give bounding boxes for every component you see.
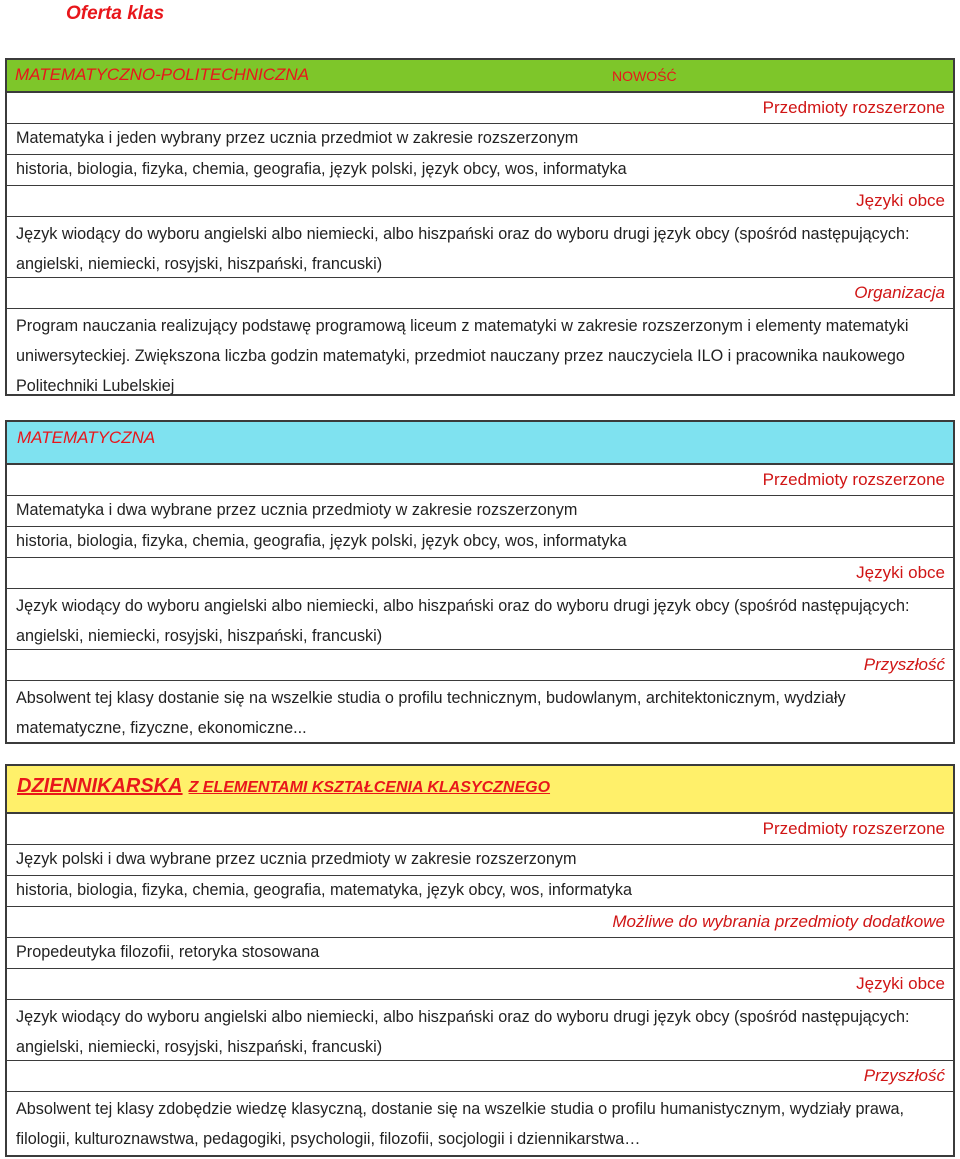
section-label: Przyszłość <box>863 655 945 674</box>
section-text: historia, biologia, fizyka, chemia, geografia, język polski, język obcy, wos, informatyka <box>16 532 627 550</box>
section-label-row <box>7 558 953 589</box>
class-name-sub: Z ELEMENTAMI KSZTAŁCENIA KLASYCZNEGO <box>188 779 551 796</box>
section-label: Przedmioty rozszerzone <box>762 819 945 838</box>
section-paragraph: Język wiodący do wyboru angielski albo niemiecki, albo hiszpański oraz do wyboru drugi język obcy (spośród następujących: angielski, niemiecki, rosyjski, hiszpański, francuski) <box>7 589 953 650</box>
section-text-row <box>7 876 953 907</box>
section-label-row <box>7 650 953 681</box>
section-label-row <box>7 969 953 1000</box>
section-label-row <box>7 814 953 845</box>
section-label: Przedmioty rozszerzone <box>762 98 945 117</box>
class-name: MATEMATYCZNA <box>17 428 156 447</box>
section-paragraph: Język wiodący do wyboru angielski albo niemiecki, albo hiszpański oraz do wyboru drugi język obcy (spośród następujących: angielski, niemiecki, rosyjski, hiszpański, francuski) <box>7 217 953 278</box>
section-label: Organizacja <box>854 283 945 302</box>
section-paragraph: Program nauczania realizujący podstawę programową liceum z matematyki w zakresie rozszerzonym i elementy matematyki uniwersyteckiej. Zwiększona liczba godzin matematyki, przedmiot nauczany przez nauczyciela ILO i pracownika naukowego Politechniki Lubelskiej <box>16 317 909 395</box>
section-text-row <box>7 527 953 558</box>
class-block-dzien <box>5 764 955 1157</box>
section-paragraph: Absolwent tej klasy dostanie się na wszelkie studia o profilu technicznym, budowlanym, architektonicznym, wydziały matematyczne, fizyczne, ekonomiczne... <box>16 689 846 737</box>
section-text-row <box>7 938 953 969</box>
section-text: Propedeutyka filozofii, retoryka stosowana <box>16 943 320 961</box>
section-label-row <box>7 465 953 496</box>
section-paragraph: Język wiodący do wyboru angielski albo niemiecki, albo hiszpański oraz do wyboru drugi język obcy (spośród następujących: angielski, niemiecki, rosyjski, hiszpański, francuski) <box>7 1000 953 1061</box>
class-name-main: DZIENNIKARSKA <box>17 775 183 797</box>
class-header <box>7 422 953 465</box>
section-text-row <box>7 124 953 155</box>
section-label-row <box>7 278 953 309</box>
section-text-row <box>7 845 953 876</box>
class-name: MATEMATYCZNO-POLITECHNICZNA <box>15 65 310 84</box>
section-label-row <box>7 93 953 124</box>
section-label-row <box>7 907 953 938</box>
class-header <box>7 766 953 814</box>
class-block-mat <box>5 420 955 744</box>
section-label: Przyszłość <box>863 1066 945 1085</box>
page-title: Oferta klas <box>66 3 165 24</box>
section-text: Język polski i dwa wybrane przez ucznia przedmioty w zakresie rozszerzonym <box>16 850 577 868</box>
section-paragraph: Absolwent tej klasy zdobędzie wiedzę klasyczną, dostanie się na wszelkie studia o profilu humanistycznym, wydziały prawa, filologii, kulturoznawstwa, pedagogiki, psychologii, filozofii, socjologii i dziennikarstwa… <box>16 1100 905 1148</box>
section-label: Języki obce <box>856 191 945 210</box>
section-label: Języki obce <box>856 974 945 993</box>
section-text-row <box>7 155 953 186</box>
section-label: Przedmioty rozszerzone <box>762 470 945 489</box>
class-block-mat-pol <box>5 58 955 396</box>
section-label: Języki obce <box>856 563 945 582</box>
section-text: Matematyka i jeden wybrany przez ucznia przedmiot w zakresie rozszerzonym <box>16 129 579 147</box>
class-name <box>17 775 550 798</box>
section-label: Możliwe do wybrania przedmioty dodatkowe <box>612 912 945 931</box>
new-badge: NOWOŚĆ <box>612 68 677 84</box>
section-text: Matematyka i dwa wybrane przez ucznia przedmioty w zakresie rozszerzonym <box>16 501 578 519</box>
class-header <box>7 60 953 93</box>
section-text: historia, biologia, fizyka, chemia, geografia, język polski, język obcy, wos, informatyka <box>16 160 627 178</box>
section-label-row <box>7 1061 953 1092</box>
section-label-row <box>7 186 953 217</box>
section-text: historia, biologia, fizyka, chemia, geografia, matematyka, język obcy, wos, informatyka <box>16 881 632 899</box>
section-text-row <box>7 496 953 527</box>
